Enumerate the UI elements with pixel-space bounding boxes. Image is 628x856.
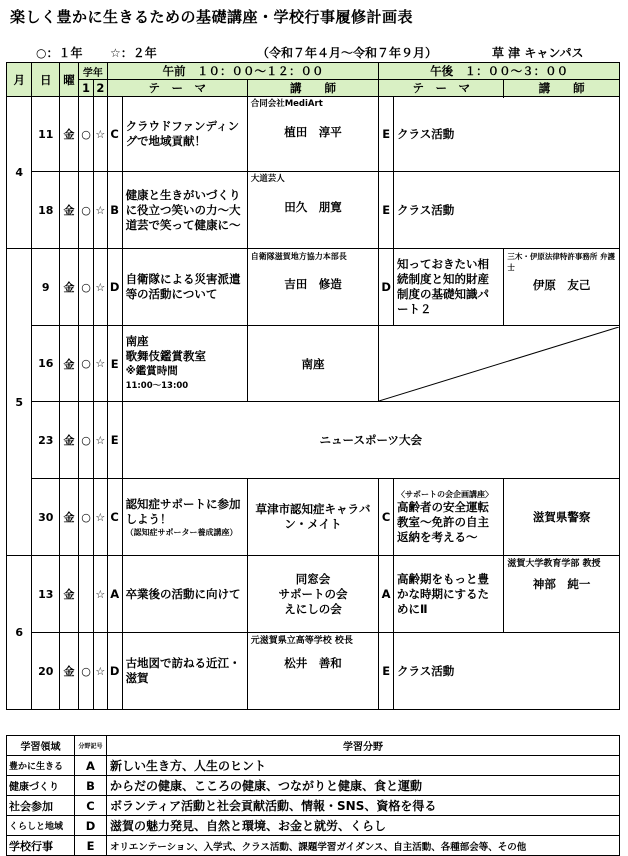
table-row [7,556,620,633]
pm-code: C [379,479,394,556]
hdr-day: 日 [32,63,60,97]
weekday-cell: 金 [60,402,79,479]
grade2-mark: ☆ [93,326,107,402]
am-theme-note: （認知症サポーター養成講座） [125,527,238,537]
lecturer-org: 合同会社MediArt [250,99,323,109]
legend-row [7,816,620,836]
pm-theme: クラス活動 [394,97,620,172]
hdr-am-theme: テ ー マ [107,80,247,97]
legend-header-area: 学習領域 [7,736,75,756]
lecturer-org: 元滋賀県立高等学校 校長 [250,636,353,646]
am-lecturer: 草津市認知症キャラバン・メイト [247,479,379,556]
pm-theme-text: 高齢者の安全運転教室～免許の自主返納を考える～ [397,500,490,544]
hdr-pm: 午後 １：００～３：００ [379,63,620,80]
legend-code: E [75,836,107,856]
table-row [7,479,620,556]
day-cell: 23 [32,402,60,479]
lecturer-org: 三木・伊原法律特許事務所 弁護士 [507,252,615,272]
lecturer-name: 植田 淳平 [284,125,342,139]
pm-code: E [379,633,394,710]
day-cell: 18 [32,172,60,249]
am-theme: 健康と生きがいづくりに役立つ笑いの力～大道芸で笑って健康に～ [122,172,247,249]
am-theme: 古地図で訪ねる近江・滋賀 [122,633,247,710]
grade1-mark: ○ [79,172,94,249]
legend-area: 社会参加 [7,796,75,816]
grade1-mark: ○ [79,633,94,710]
pm-code: E [379,172,394,249]
pm-lecturer [504,249,620,326]
pm-theme: クラス活動 [394,172,620,249]
am-lecturer: 南座 [247,326,379,402]
am-code: E [107,402,122,479]
event-cell: ニュースポーツ大会 [122,402,619,479]
legend-row [7,836,620,856]
day-cell: 30 [32,479,60,556]
legend-area: 学校行事 [7,836,75,856]
hdr-grade1: 1 [79,80,94,97]
legend-field: 新しい生き方、人生のヒント [107,756,620,776]
grade2-mark: ☆ [93,97,107,172]
campus: 草 津 キャンパス [492,46,584,60]
pm-empty-cell [379,326,620,402]
pm-theme: 知っておきたい相続制度と知的財産制度の基礎知識パート２ [394,249,504,326]
am-lecturer [247,97,379,172]
legend-field: ボランティア活動と社会貢献活動、情報・SNS、資格を得る [107,796,620,816]
lecturer-name: 神部 純一 [532,577,591,591]
weekday-cell: 金 [60,249,79,326]
weekday-cell: 金 [60,97,79,172]
legend-header-field: 学習分野 [107,736,620,756]
pm-theme-note: 〈サポートの会企画講座〉 [397,490,494,499]
day-cell: 11 [32,97,60,172]
month-cell: 5 [7,249,32,556]
grade2-mark: ☆ [93,479,107,556]
am-code: C [107,97,122,172]
legend-year1: ○：１年 [36,46,83,60]
am-code: D [107,633,122,710]
lecturer-name: 田久 朋寛 [284,200,342,214]
legend-row [7,756,620,776]
grade1-mark: ○ [79,97,94,172]
grade1-mark: ○ [79,249,94,326]
pm-code: D [379,249,394,326]
am-lecturer [247,633,379,710]
table-row [7,633,620,710]
hdr-am: 午前 １０：００～１２：００ [107,63,378,80]
weekday-cell: 金 [60,172,79,249]
page-title: 楽しく豊かに生きるための基礎講座・学校行事履修計画表 [10,8,414,26]
day-cell: 13 [32,556,60,633]
am-code: D [107,249,122,326]
legend-area: くらしと地域 [7,816,75,836]
grade1-mark: ○ [79,326,94,402]
legend-header-code: 分野記号 [75,736,107,756]
legend-row [7,776,620,796]
grade1-mark: ○ [79,479,94,556]
am-theme: 卒業後の活動に向けて [122,556,247,633]
table-row [7,249,620,326]
weekday-cell: 金 [60,479,79,556]
am-theme: 自衛隊による災害派遣等の活動について [122,249,247,326]
grade2-mark: ☆ [93,556,107,633]
pm-theme [394,479,504,556]
am-code: E [107,326,122,402]
day-cell: 9 [32,249,60,326]
legend-code: A [75,756,107,776]
grade2-mark: ☆ [93,249,107,326]
am-theme-line4: 11:00～13:00 [125,380,189,391]
hdr-pm-lecturer: 講 師 [504,80,620,97]
pm-theme: 高齢期をもっと豊かな時期にするためにⅡ [394,556,504,633]
day-cell: 16 [32,326,60,402]
am-code: C [107,479,122,556]
am-theme [122,479,247,556]
am-code: A [107,556,122,633]
grade1-mark [79,556,94,633]
pm-theme: クラス活動 [394,633,620,710]
table-row [7,97,620,172]
am-theme-line1: 南座 [125,333,149,348]
table-row [7,326,620,402]
pm-lecturer [504,556,620,633]
schedule-table [6,62,620,710]
am-theme [122,326,247,402]
weekday-cell: 金 [60,633,79,710]
am-lecturer: 同窓会 サポートの会 えにしの会 [247,556,379,633]
legend-table [6,735,620,856]
pm-lecturer: 滋賀県警察 [504,479,620,556]
lecturer-org: 大道芸人 [250,174,285,184]
grade2-mark: ☆ [93,402,107,479]
am-theme-text: 認知症サポートに参加しよう！ [125,496,241,526]
pm-code: E [379,97,394,172]
lecturer-name: 吉田 修造 [284,277,342,291]
legend-area: 健康づくり [7,776,75,796]
month-cell: 4 [7,97,32,249]
legend-year2: ☆：２年 [110,46,157,60]
legend-field: オリエンテーション、入学式、クラス活動、課題学習ガイダンス、自主活動、各種部会等、その他 [107,836,620,856]
grade1-mark: ○ [79,402,94,479]
hdr-grade2: 2 [93,80,107,97]
weekday-cell: 金 [60,326,79,402]
am-theme: クラウドファンディングで地域貢献！ [122,97,247,172]
legend-field: 滋賀の魅力発見、自然と環境、お金と就労、くらし [107,816,620,836]
legend-code: B [75,776,107,796]
lecturer-org: 自衛隊滋賀地方協力本部長 [250,252,347,261]
hdr-pm-theme: テ ー マ [379,80,504,97]
am-theme-line3: ※鑑賞時間 [125,364,178,377]
period: （令和７年４月～令和７年９月） [257,46,438,60]
diagonal-slash [379,327,619,401]
legend-row [7,796,620,816]
month-cell: 6 [7,556,32,710]
pm-code: A [379,556,394,633]
weekday-cell: 金 [60,556,79,633]
am-lecturer [247,172,379,249]
hdr-month: 月 [7,63,32,97]
hdr-am-lecturer: 講 師 [247,80,379,97]
hdr-grade: 学年 [79,63,108,80]
hdr-weekday: 曜 [60,63,79,97]
lecturer-name: 伊原 友己 [532,278,591,292]
legend-code: C [75,796,107,816]
legend-code: D [75,816,107,836]
legend-field: からだの健康、こころの健康、つながりと健康、食と運動 [107,776,620,796]
lecturer-name: 松井 善和 [284,656,342,670]
am-lecturer [247,249,379,326]
grade2-mark: ☆ [93,633,107,710]
day-cell: 20 [32,633,60,710]
am-theme-line2: 歌舞伎鑑賞教室 [125,348,207,363]
legend-area: 豊かに生きる [7,756,75,776]
grade2-mark: ☆ [93,172,107,249]
table-row [7,172,620,249]
lecturer-org: 滋賀大学教育学部 教授 [507,559,601,569]
am-code: B [107,172,122,249]
table-row [7,402,620,479]
